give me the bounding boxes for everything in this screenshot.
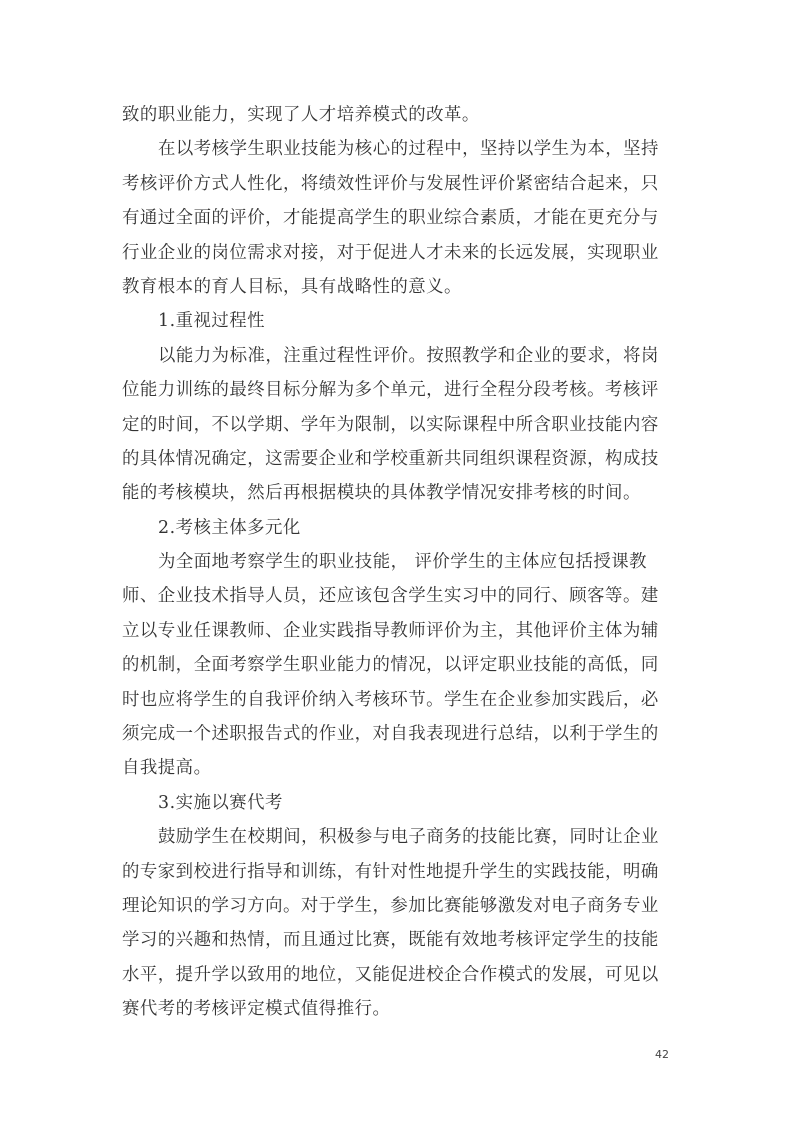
- text-line: 立以专业任课教师、企业实践指导教师评价为主，其他评价主体为辅: [122, 620, 659, 641]
- text-line: 定的时间，不以学期、学年为限制，以实际课程中所含职业技能内容: [122, 414, 659, 435]
- text-line: 时也应将学生的自我评价纳入考核环节。学生在企业参加实践后，必: [122, 689, 659, 710]
- text-line: 的具体情况确定，这需要企业和学校重新共同组织课程资源，构成技: [122, 448, 659, 469]
- text-line: 赛代考的考核评定模式值得推行。: [122, 999, 391, 1020]
- text-line: 能的考核模块，然后再根据模块的具体教学情况安排考核的时间。: [122, 483, 641, 504]
- text-line: 学习的兴趣和热情，而且通过比赛，既能有效地考核评定学生的技能: [122, 930, 659, 951]
- text-line: 的专家到校进行指导和训练，有针对性地提升学生的实践技能，明确: [122, 861, 659, 882]
- text-line: 教育根本的育人目标，具有战略性的意义。: [122, 276, 462, 297]
- section-heading: 1.重视过程性: [158, 311, 266, 332]
- text-line: 行业企业的岗位需求对接，对于促进人才未来的长远发展，实现职业: [122, 242, 659, 263]
- text-line: 理论知识的学习方向。对于学生，参加比赛能够激发对电子商务专业: [122, 895, 659, 916]
- page-number: 42: [655, 1048, 669, 1061]
- text-line: 位能力训练的最终目标分解为多个单元，进行全程分段考核。考核评: [122, 380, 659, 401]
- text-line: 鼓励学生在校期间，积极参与电子商务的技能比赛，同时让企业: [158, 827, 659, 848]
- section-heading: 3.实施以赛代考: [158, 792, 283, 813]
- text-line: 为全面地考察学生的职业技能， 评价学生的主体应包括授课教: [158, 552, 648, 573]
- text-line: 在以考核学生职业技能为核心的过程中，坚持以学生为本，坚持: [158, 139, 659, 160]
- text-line: 考核评价方式人性化，将绩效性评价与发展性评价紧密结合起来，只: [122, 173, 659, 194]
- text-line: 有通过全面的评价，才能提高学生的职业综合素质，才能在更充分与: [122, 208, 659, 229]
- text-line: 以能力为标准，注重过程性评价。按照教学和企业的要求，将岗: [158, 345, 659, 366]
- text-line: 自我提高。: [122, 758, 212, 779]
- page-body: [122, 98, 682, 1027]
- text-line: 的机制，全面考察学生职业能力的情况，以评定职业技能的高低，同: [122, 655, 659, 676]
- text-line: 水平，提升学以致用的地位，又能促进校企合作模式的发展，可见以: [122, 964, 659, 985]
- section-heading: 2.考核主体多元化: [158, 517, 301, 538]
- text-line: 须完成一个述职报告式的作业，对自我表现进行总结，以利于学生的: [122, 724, 659, 745]
- text-line: 师、企业技术指导人员，还应该包含学生实习中的同行、顾客等。建: [122, 586, 659, 607]
- text-line: 致的职业能力，实现了人才培养模式的改革。: [122, 105, 480, 125]
